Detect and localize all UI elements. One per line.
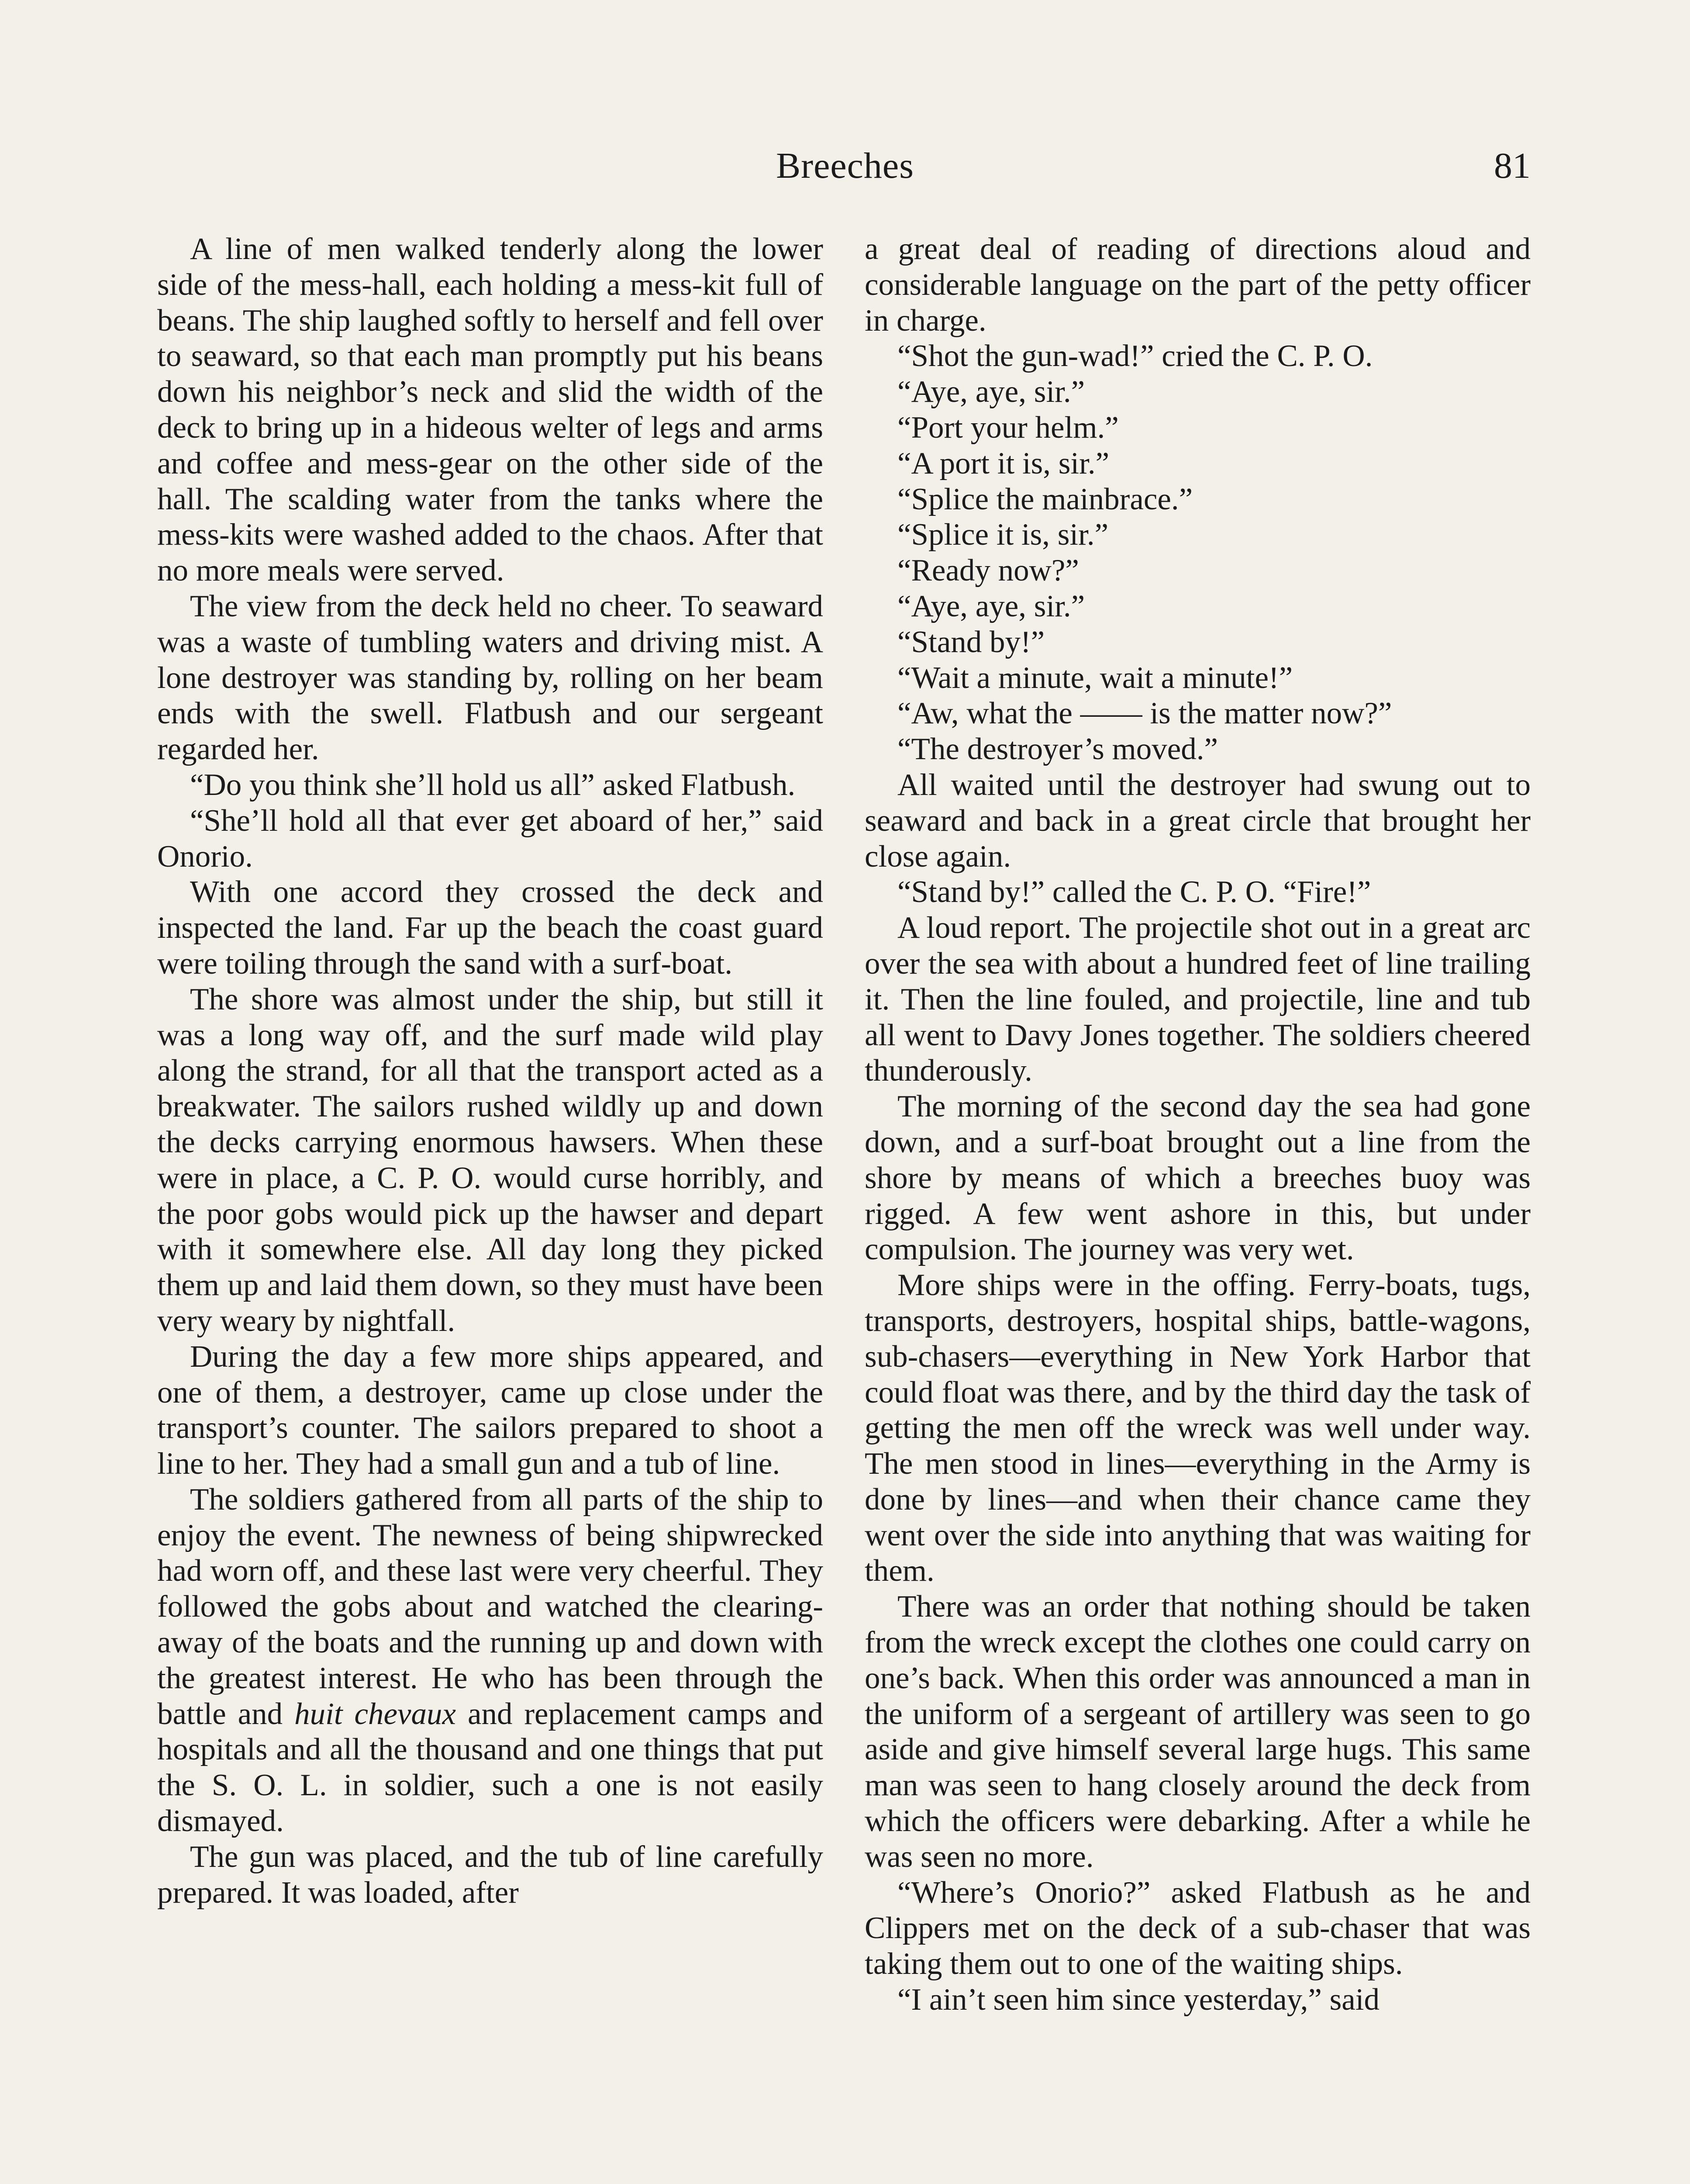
dialogue-line: “A port it is, sir.”: [897, 446, 1110, 480]
running-title: Breeches: [776, 145, 914, 186]
paragraph: “She’ll hold all that ever get aboard of her,” said Onorio.: [157, 803, 823, 874]
dialogue-line: “Aw, what the —— is the matter now?”: [897, 696, 1392, 731]
paragraph: All waited until the destroyer had swung out to seaward and back in a great circle that brought her close again.: [865, 767, 1531, 874]
paragraph: The shore was almost under the ship, but still it was a long way off, and the surf made wild play along the strand, for all that the transport acted as a breakwater. The sailors rushed wildly up and down the decks carrying enormous hawsers. When these were in place, a C. P. O. would curse horribly, and the poor gobs would pick up the hawser and depart with it somewhere else. All day long they picked them up and laid them down, so they must have been very weary by nightfall.: [157, 982, 823, 1338]
dialogue-line: “Aye, aye, sir.”: [897, 375, 1085, 409]
dialogue-line: “The destroyer’s moved.”: [897, 732, 1218, 767]
paragraph: A loud report. The projectile shot out in a great arc over the sea with about a hundred feet of line trailing it. Then the line fouled, and projectile, line and tub all went to Davy Jones together. The soldiers cheered thunderously.: [865, 911, 1531, 1088]
page-number: 81: [1494, 145, 1531, 186]
paragraph: More ships were in the offing. Ferry-boats, tugs, transports, destroyers, hospital ships, battle-wagons, sub-chasers—everything in New York Harbor that could float was there, and by the third day the task of getting the men off the wreck was well under way. The men stood in lines—everything in the Army is done by lines—and when their chance came they went over the side into anything that was waiting for them.: [865, 1268, 1531, 1588]
dialogue-line: “Wait a minute, wait a minute!”: [897, 660, 1293, 695]
dialogue-line: “Ready now?”: [897, 553, 1079, 588]
paragraph: “I ain’t seen him since yesterday,” said: [897, 1983, 1380, 2017]
paragraph: A line of men walked tenderly along the lower side of the mess-hall, each holding a mess-kit full of beans. The ship laughed softly to herself and fell over to seaward, so that each man promptly put his beans down his neighbor’s neck and slid the width of the deck to bring up in a hideous welter of legs and arms and coffee and mess-gear on the other side of the hall. The scalding water from the tanks where the mess-kits were washed added to the chaos. After that no more meals were served.: [157, 232, 823, 588]
paragraph: a great deal of reading of directions aloud and considerable language on the part of the petty officer in charge.: [865, 232, 1531, 338]
dialogue-line: “Splice the mainbrace.”: [897, 482, 1193, 516]
page-header: [0, 140, 1690, 192]
paragraph: The morning of the second day the sea had gone down, and a surf-boat brought out a line from the shore by means of which a breeches buoy was rigged. A few went ashore in this, but under compulsion. The journey was very wet.: [865, 1089, 1531, 1267]
paragraph: [157, 1482, 823, 1839]
paragraph: During the day a few more ships appeared, and one of them, a destroyer, came up close under the transport’s counter. The sailors prepared to shoot a line to her. They had a small gun and a tub of line.: [157, 1339, 823, 1481]
dialogue-line: “Port your helm.”: [897, 410, 1119, 445]
dialogue-line: “Splice it is, sir.”: [897, 518, 1109, 552]
paragraph: The view from the deck held no cheer. To seaward was a waste of tumbling waters and driving mist. A lone destroyer was standing by, rolling on her beam ends with the swell. Flatbush and our sergeant regarded her.: [157, 589, 823, 767]
paragraph-text: and replacement camps and hospitals and all the thousand and one things that put the S. O. L. in soldier, such a one is not easily dismayed.: [157, 1697, 824, 1838]
right-column: [865, 232, 1531, 2018]
paragraph-text: The soldiers gathered from all parts of the ship to enjoy the event. The newness of being shipwrecked had worn off, and these last were very cheerful. They followed the gobs about and watched the clearing-away of the boats and the running up and down with the greatest interest. He who has been through the battle and: [157, 1482, 823, 1731]
dialogue-line: “Stand by!”: [897, 625, 1045, 659]
left-column: [157, 232, 823, 1911]
paragraph: There was an order that nothing should be taken from the wreck except the clothes one could carry on one’s back. When this order was announced a man in the uniform of a sergeant of artillery was seen to go aside and give himself several large hugs. This same man was seen to hang closely around the deck from which the officers were debarking. After a while he was seen no more.: [865, 1590, 1531, 1874]
paragraph: With one accord they crossed the deck and inspected the land. Far up the beach the coast guard were toiling through the sand with a surf-boat.: [157, 875, 823, 981]
paragraph: The gun was placed, and the tub of line carefully prepared. It was loaded, after: [157, 1839, 823, 1910]
paragraph: “Do you think she’ll hold us all” asked Flatbush.: [190, 767, 796, 802]
dialogue-line: “Shot the gun-wad!” cried the C. P. O.: [897, 339, 1373, 373]
paragraph: “Stand by!” called the C. P. O. “Fire!”: [897, 875, 1371, 909]
italic-phrase: huit chevaux: [294, 1697, 456, 1731]
paragraph: “Where’s Onorio?” asked Flatbush as he and Clippers met on the deck of a sub-chaser that was taking them out to one of the waiting ships.: [865, 1875, 1531, 1981]
dialogue-line: “Aye, aye, sir.”: [897, 589, 1085, 623]
